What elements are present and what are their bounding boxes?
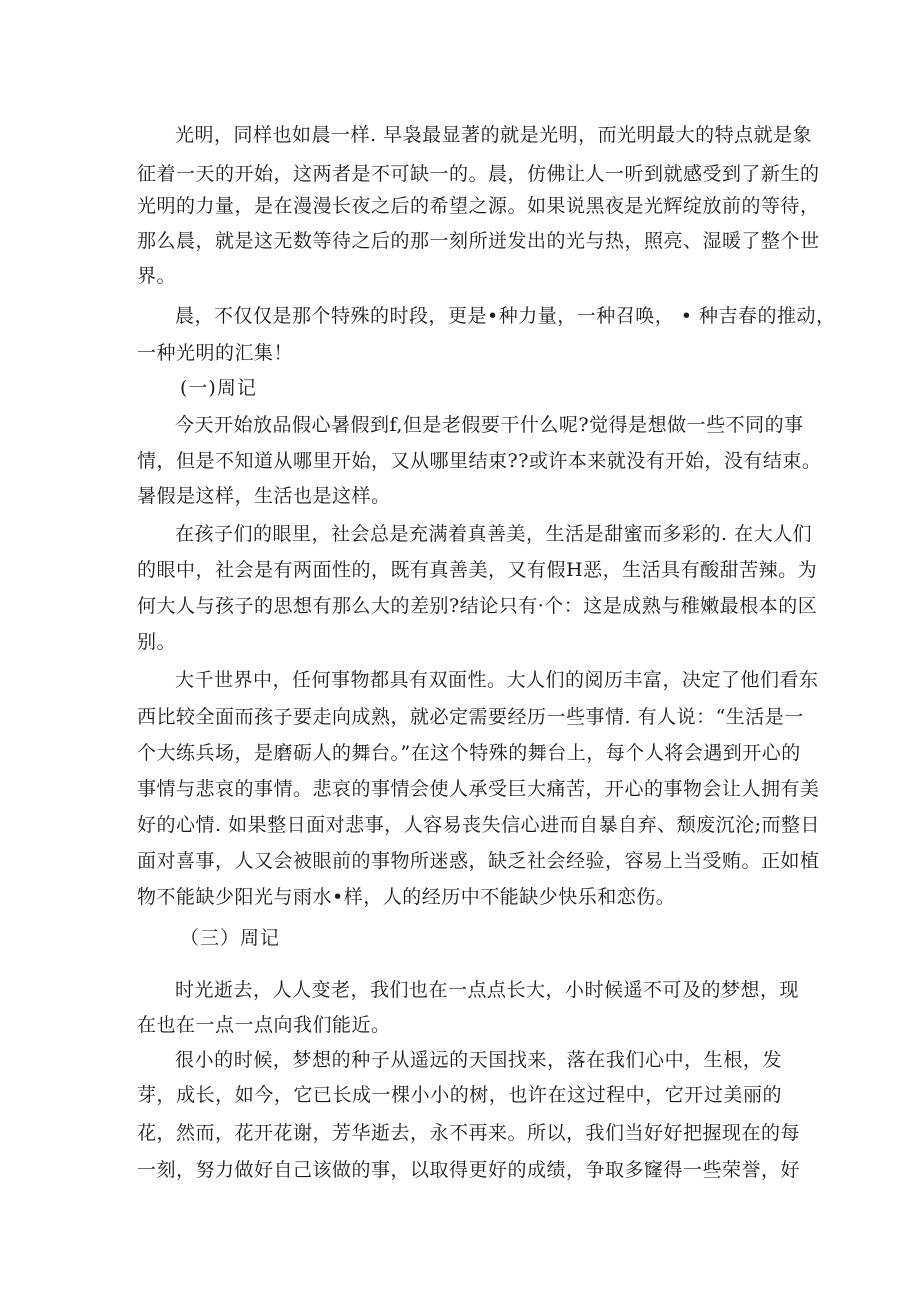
text-line: 很小的时候，梦想的种子从遥远的天国找来，落在我们心中，生根，发	[175, 1049, 782, 1071]
text-line: 情，但是不知道从哪里开始，又从哪里结束??或许本来就没有开始，没有结束。	[137, 450, 822, 472]
text-line: 晨，不仅仅是那个特殊的时段，更是•种力量，一种召唤， • 种吉春的推动，	[175, 305, 836, 327]
text-line: 个大练兵场，是磨砺人的舞台。”在这个特殊的舞台上，每个人将会遇到开心的	[137, 742, 801, 764]
text-line: 别。	[137, 631, 177, 653]
text-line: 西比较全面而孩子要走向成熟，就必定需要经历一些事情. 有人说：“生活是一	[137, 706, 804, 728]
text-line: 光明的力量，是在漫漫长夜之后的希望之源。如果说黑夜是光辉绽放前的等待，	[137, 195, 820, 217]
text-line: 何大人与孩子的思想有那么大的差别?结论只有·个：这是成熟与稚嫩最根本的区	[137, 595, 818, 617]
text-line: 今天开始放品假心暑假到f,但是老假要干什么呢?觉得是想做一些不同的事	[175, 414, 804, 436]
section-heading: （三）周记	[180, 927, 281, 949]
text-line: 面对喜事，人又会被眼前的事物所迷惑，缺乏社会经验，容易上当受贿。正如植	[137, 850, 820, 872]
text-line: 那么晨，就是这无数等待之后的那一刻所迸发出的光与热，照亮、湿暖了整个世	[137, 230, 820, 252]
text-line: 的眼中，社会是有两面性的，既有真善美，又有假H恶，生活具有酸甜苦辣。为	[137, 559, 818, 581]
text-line: 在孩子们的眼里，社会总是充满着真善美，生活是甜蜜而多彩的. 在大人们	[175, 523, 813, 545]
text-line: 暑假是这样，生活也是这样。	[137, 485, 391, 507]
text-line: 一种光明的汇集！	[137, 342, 294, 364]
text-line: 一刻，努力做好自己该做的事，以取得更好的成绩，争取多窿得一些荣誉，好	[137, 1159, 801, 1181]
text-line: 花，然而，花开花谢，芳华逝去，永不再来。所以，我们当好好把握现在的每	[137, 1122, 801, 1144]
text-line: 在也在一点一点向我们能近。	[137, 1014, 391, 1036]
section-heading: (一)周记	[180, 377, 257, 399]
text-line: 征着一天的开始，这两者是不可缺一的。晨，仿佛让人一听到就感受到了新生的	[137, 163, 820, 185]
text-line: 事情与悲哀的事情。悲哀的事情会使人承受巨大痛苦，开心的事物会让人拥有美	[137, 778, 820, 800]
text-line: 芽，成长，如今，它已长成一棵小小的树，也许在这过程中，它开过美丽的	[137, 1084, 782, 1106]
text-line: 光明，同样也如晨一样. 早袅最显著的就是光明，而光明最大的特点就是象	[175, 124, 813, 146]
text-line: 物不能缺少阳光与雨水•样，人的经历中不能缺少快乐和恋伤。	[137, 886, 676, 908]
text-line: 界。	[137, 265, 177, 287]
text-line: 好的心情. 如果整日面对悲事，人容易丧失信心进而自暴自弃、颓废沉沦;而整日	[137, 814, 820, 836]
text-line: 大千世界中，任何事物都具有双面性。大人们的阅历丰富，决定了他们看东	[175, 669, 819, 691]
text-line: 时光逝去，人人变老，我们也在一点点长大，小时候遥不可及的梦想，现	[175, 979, 800, 1001]
